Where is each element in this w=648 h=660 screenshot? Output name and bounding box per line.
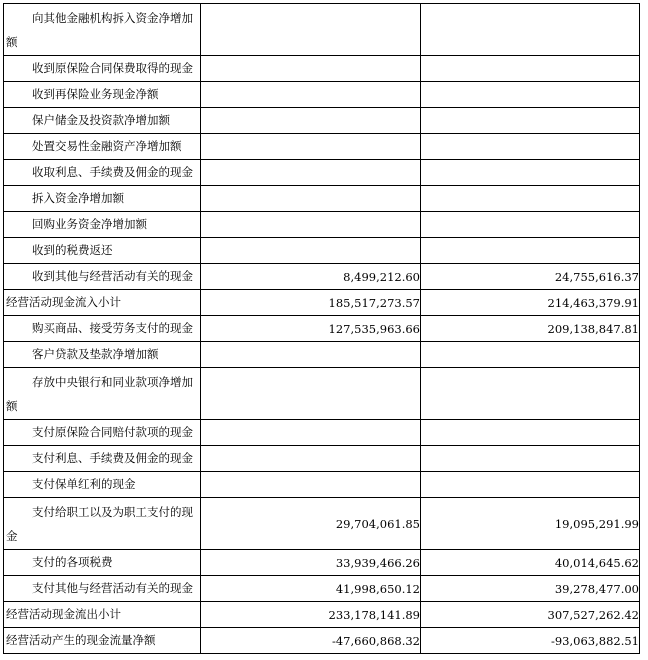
previous-period-amount: [421, 238, 640, 264]
row-label: 收到原保险合同保费取得的现金: [4, 56, 201, 82]
row-label: 支付给职工以及为职工支付的现金: [4, 498, 201, 550]
previous-period-amount: [421, 342, 640, 368]
current-period-amount: [201, 82, 421, 108]
current-period-amount: 233,178,141.89: [201, 602, 421, 628]
previous-period-amount: [421, 186, 640, 212]
row-label: 购买商品、接受劳务支付的现金: [4, 316, 201, 342]
row-label: 存放中央银行和同业款项净增加额: [4, 368, 201, 420]
row-label: 支付原保险合同赔付款项的现金: [4, 420, 201, 446]
current-period-amount: [201, 134, 421, 160]
current-period-amount: 29,704,061.85: [201, 498, 421, 550]
current-period-amount: [201, 56, 421, 82]
table-row: [4, 186, 640, 212]
previous-period-amount: -93,063,882.51: [421, 628, 640, 654]
previous-period-amount: 214,463,379.91: [421, 290, 640, 316]
table-row: [4, 4, 640, 56]
previous-period-amount: 40,014,645.62: [421, 550, 640, 576]
previous-period-amount: [421, 56, 640, 82]
current-period-amount: [201, 342, 421, 368]
current-period-amount: 33,939,466.26: [201, 550, 421, 576]
current-period-amount: [201, 368, 421, 420]
table-row: [4, 472, 640, 498]
row-label: 支付其他与经营活动有关的现金: [4, 576, 201, 602]
row-label: 客户贷款及垫款净增加额: [4, 342, 201, 368]
previous-period-amount: 307,527,262.42: [421, 602, 640, 628]
previous-period-amount: [421, 420, 640, 446]
previous-period-amount: [421, 472, 640, 498]
current-period-amount: [201, 472, 421, 498]
row-label: 经营活动现金流入小计: [4, 290, 201, 316]
table-row: [4, 368, 640, 420]
table-row: [4, 602, 640, 628]
previous-period-amount: 209,138,847.81: [421, 316, 640, 342]
previous-period-amount: [421, 134, 640, 160]
table-row: [4, 316, 640, 342]
table-row: [4, 576, 640, 602]
previous-period-amount: 19,095,291.99: [421, 498, 640, 550]
table-row: [4, 498, 640, 550]
row-label: 收到的税费返还: [4, 238, 201, 264]
row-label: 收到再保险业务现金净额: [4, 82, 201, 108]
previous-period-amount: 24,755,616.37: [421, 264, 640, 290]
table-row: [4, 82, 640, 108]
previous-period-amount: [421, 4, 640, 56]
current-period-amount: 41,998,650.12: [201, 576, 421, 602]
row-label: 回购业务资金净增加额: [4, 212, 201, 238]
table-row: [4, 550, 640, 576]
cash-flow-table: [3, 3, 640, 654]
row-label: 拆入资金净增加额: [4, 186, 201, 212]
table-row: [4, 160, 640, 186]
row-label: 向其他金融机构拆入资金净增加额: [4, 4, 201, 56]
row-label: 收取利息、手续费及佣金的现金: [4, 160, 201, 186]
table-row: [4, 108, 640, 134]
previous-period-amount: [421, 446, 640, 472]
current-period-amount: [201, 238, 421, 264]
table-row: [4, 56, 640, 82]
table-row: [4, 290, 640, 316]
current-period-amount: [201, 420, 421, 446]
current-period-amount: 185,517,273.57: [201, 290, 421, 316]
cash-flow-table-body: [4, 4, 640, 654]
row-label: 收到其他与经营活动有关的现金: [4, 264, 201, 290]
table-row: [4, 264, 640, 290]
row-label: 保户储金及投资款净增加额: [4, 108, 201, 134]
row-label: 支付保单红利的现金: [4, 472, 201, 498]
table-row: [4, 238, 640, 264]
current-period-amount: [201, 160, 421, 186]
previous-period-amount: [421, 212, 640, 238]
row-label: 经营活动产生的现金流量净额: [4, 628, 201, 654]
previous-period-amount: [421, 82, 640, 108]
table-row: [4, 628, 640, 654]
row-label: 支付的各项税费: [4, 550, 201, 576]
table-row: [4, 446, 640, 472]
current-period-amount: 127,535,963.66: [201, 316, 421, 342]
previous-period-amount: 39,278,477.00: [421, 576, 640, 602]
current-period-amount: 8,499,212.60: [201, 264, 421, 290]
current-period-amount: [201, 4, 421, 56]
previous-period-amount: [421, 368, 640, 420]
row-label: 处置交易性金融资产净增加额: [4, 134, 201, 160]
current-period-amount: -47,660,868.32: [201, 628, 421, 654]
row-label: 支付利息、手续费及佣金的现金: [4, 446, 201, 472]
current-period-amount: [201, 186, 421, 212]
previous-period-amount: [421, 108, 640, 134]
table-row: [4, 212, 640, 238]
current-period-amount: [201, 212, 421, 238]
table-row: [4, 134, 640, 160]
table-row: [4, 420, 640, 446]
current-period-amount: [201, 108, 421, 134]
previous-period-amount: [421, 160, 640, 186]
current-period-amount: [201, 446, 421, 472]
row-label: 经营活动现金流出小计: [4, 602, 201, 628]
table-row: [4, 342, 640, 368]
